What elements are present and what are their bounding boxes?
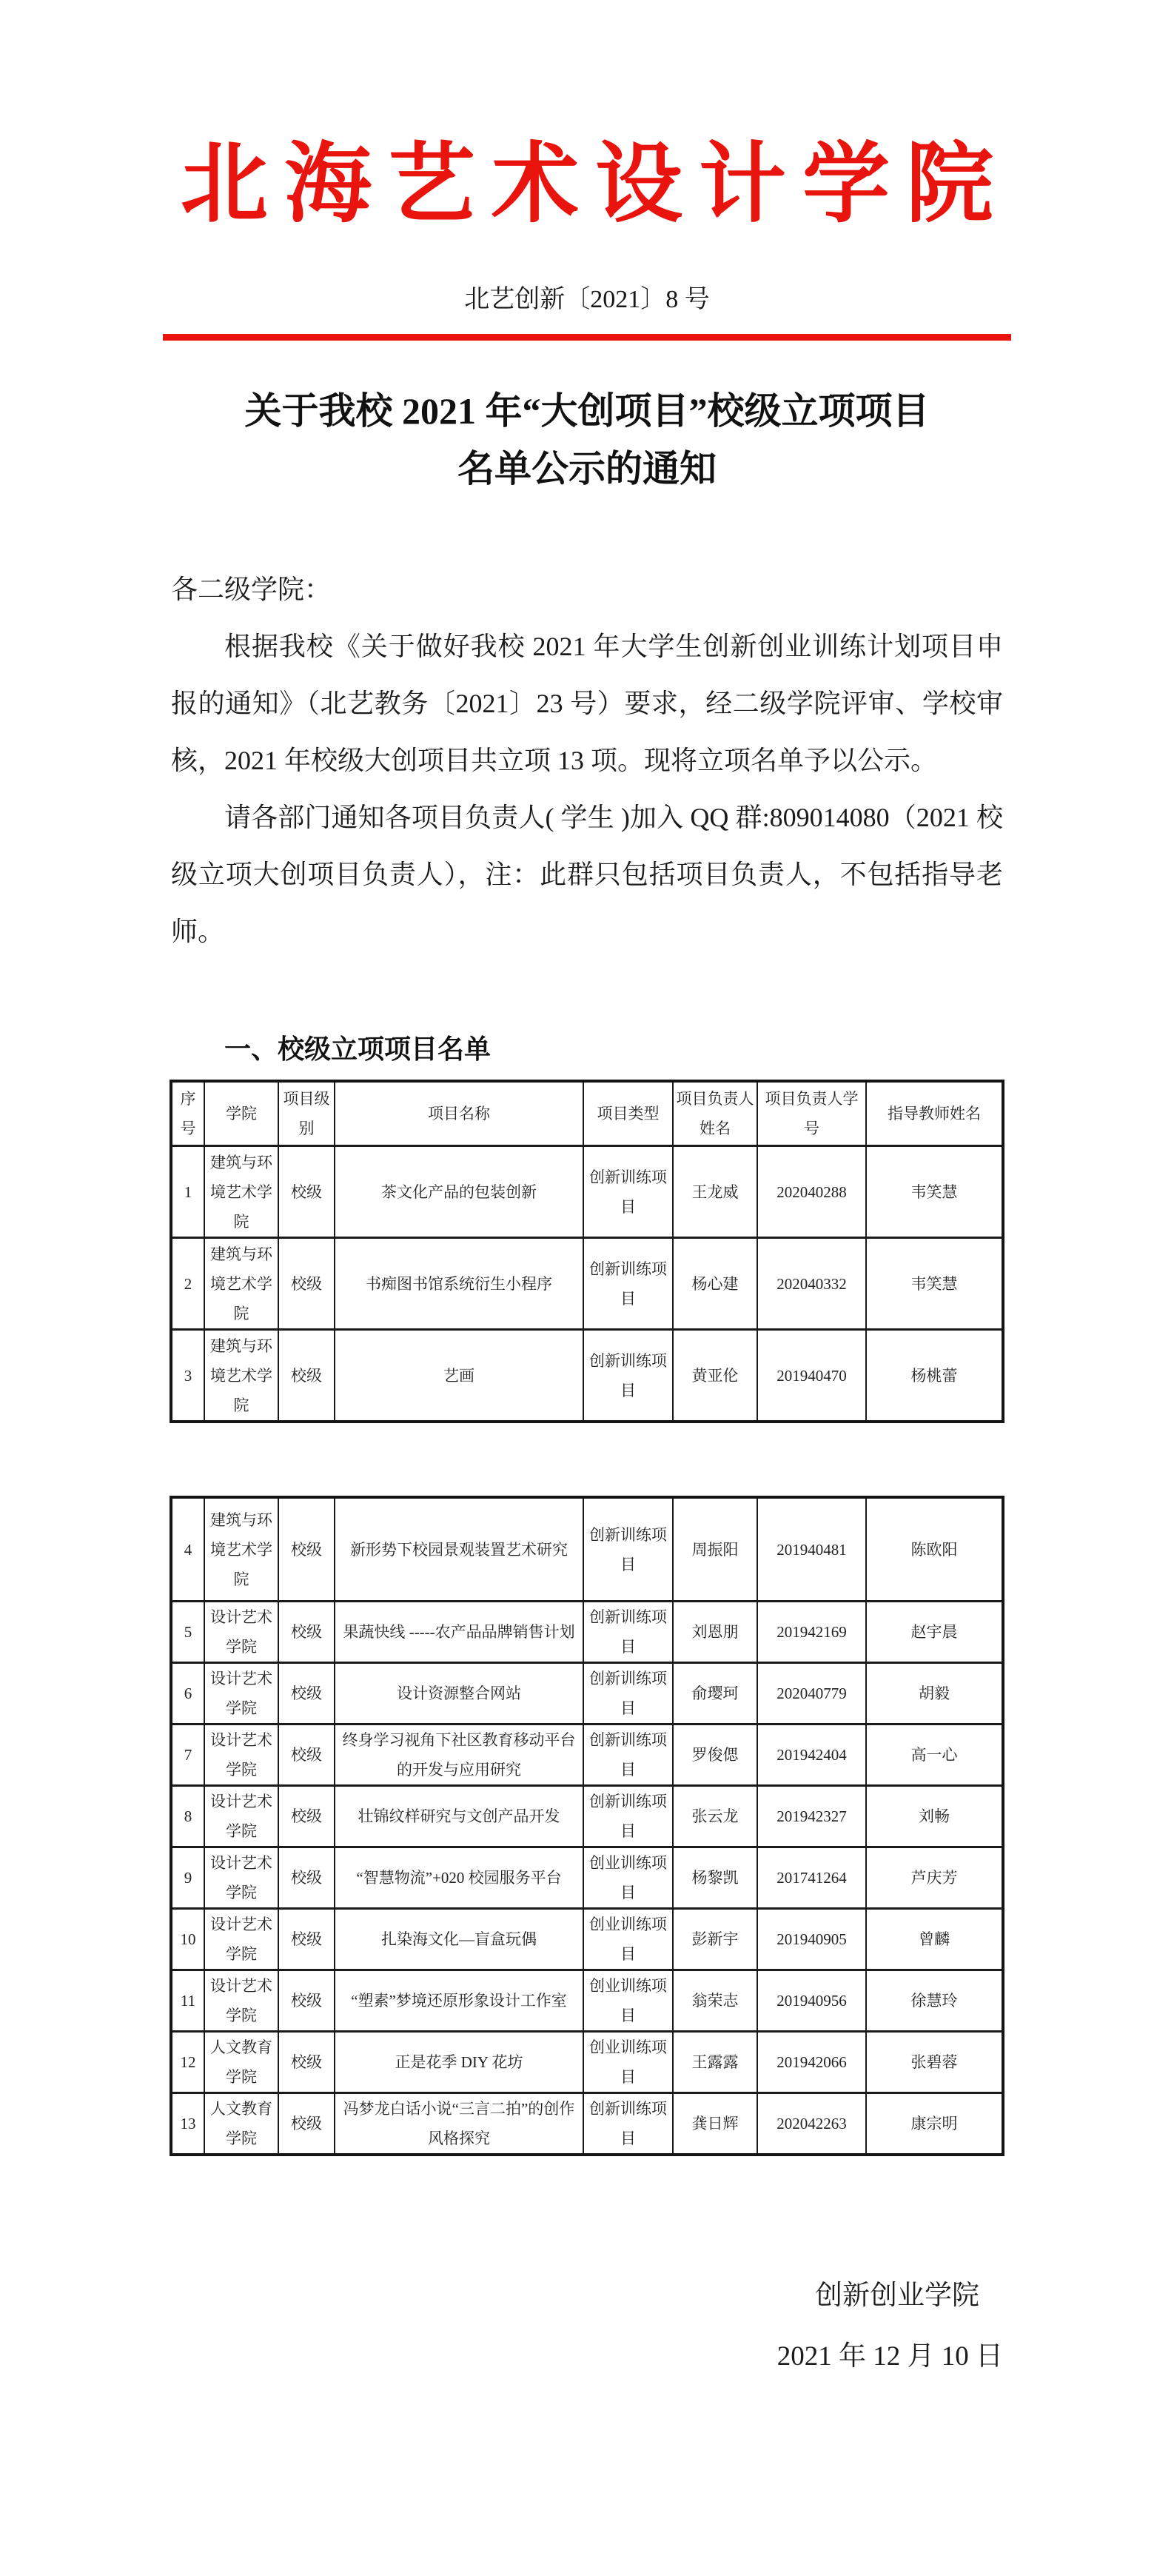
table-row xyxy=(171,1497,1003,1602)
cell-student_id: 202040332 xyxy=(757,1238,866,1330)
table-row xyxy=(171,1909,1003,1970)
cell-leader: 张云龙 xyxy=(673,1786,757,1847)
cell-seq: 5 xyxy=(171,1602,204,1663)
section-heading: 一、校级立项项目名单 xyxy=(224,1034,492,1064)
notice-title-line1: 关于我校 2021 年“大创项目”校级立项项目 xyxy=(244,390,930,432)
column-header-seq: 序号 xyxy=(171,1081,204,1146)
cell-type: 创新训练项目 xyxy=(583,1497,673,1602)
cell-name: 艺画 xyxy=(335,1330,583,1422)
cell-leader: 杨黎凯 xyxy=(673,1847,757,1909)
cell-student_id: 202042263 xyxy=(757,2093,866,2155)
table-body-page2 xyxy=(171,1497,1003,2155)
cell-level: 校级 xyxy=(278,1146,335,1238)
cell-leader: 罗俊偲 xyxy=(673,1724,757,1786)
cell-advisor: 高一心 xyxy=(866,1724,1003,1786)
cell-advisor: 赵宇晨 xyxy=(866,1602,1003,1663)
salutation: 各二级学院： xyxy=(171,575,332,604)
cell-level: 校级 xyxy=(278,2093,335,2155)
cell-student_id: 202040288 xyxy=(757,1146,866,1238)
cell-college: 建筑与环境艺术学院 xyxy=(204,1330,278,1422)
cell-college: 人文教育学院 xyxy=(204,2032,278,2093)
cell-type: 创新训练项目 xyxy=(583,1602,673,1663)
notice-body xyxy=(171,561,1003,960)
projects-table-page2 xyxy=(170,1496,1004,2156)
cell-level: 校级 xyxy=(278,1847,335,1909)
table-row xyxy=(171,1330,1003,1422)
cell-leader: 杨心建 xyxy=(673,1238,757,1330)
cell-type: 创新训练项目 xyxy=(583,1238,673,1330)
body-paragraph-1: 根据我校《关于做好我校 2021 年大学生创新创业训练计划项目申报的通知》（北艺教务〔2021〕23 号）要求，经二级学院评审、学校审核，2021 年校级大创项目共立项 13 项。现将立项名单予以公示。 xyxy=(171,632,1003,775)
cell-college: 设计艺术学院 xyxy=(204,1786,278,1847)
table-row xyxy=(171,1238,1003,1330)
cell-seq: 12 xyxy=(171,2032,204,2093)
cell-advisor: 刘畅 xyxy=(866,1786,1003,1847)
cell-leader: 王露露 xyxy=(673,2032,757,2093)
cell-college: 设计艺术学院 xyxy=(204,1724,278,1786)
cell-student_id: 202040779 xyxy=(757,1663,866,1724)
cell-college: 建筑与环境艺术学院 xyxy=(204,1238,278,1330)
cell-student_id: 201942327 xyxy=(757,1786,866,1847)
cell-level: 校级 xyxy=(278,1724,335,1786)
cell-advisor: 康宗明 xyxy=(866,2093,1003,2155)
cell-level: 校级 xyxy=(278,1602,335,1663)
notice-title xyxy=(0,382,1174,498)
table-row xyxy=(171,1724,1003,1786)
cell-college: 人文教育学院 xyxy=(204,2093,278,2155)
cell-name: “塑素”梦境还原形象设计工作室 xyxy=(335,1970,583,2032)
table-row xyxy=(171,1970,1003,2032)
cell-level: 校级 xyxy=(278,1909,335,1970)
cell-seq: 3 xyxy=(171,1330,204,1422)
cell-seq: 13 xyxy=(171,2093,204,2155)
cell-type: 创新训练项目 xyxy=(583,2093,673,2155)
cell-seq: 7 xyxy=(171,1724,204,1786)
table-row xyxy=(171,1146,1003,1238)
cell-level: 校级 xyxy=(278,1663,335,1724)
cell-type: 创新训练项目 xyxy=(583,1724,673,1786)
cell-seq: 1 xyxy=(171,1146,204,1238)
cell-seq: 4 xyxy=(171,1497,204,1602)
column-header-college: 学院 xyxy=(204,1081,278,1146)
table-row xyxy=(171,1847,1003,1909)
cell-level: 校级 xyxy=(278,1786,335,1847)
cell-seq: 8 xyxy=(171,1786,204,1847)
cell-type: 创业训练项目 xyxy=(583,1847,673,1909)
cell-name: 设计资源整合网站 xyxy=(335,1663,583,1724)
cell-student_id: 201942404 xyxy=(757,1724,866,1786)
cell-student_id: 201942169 xyxy=(757,1602,866,1663)
cell-name: 书痴图书馆系统衍生小程序 xyxy=(335,1238,583,1330)
notice-title-line2: 名单公示的通知 xyxy=(457,448,717,489)
cell-college: 建筑与环境艺术学院 xyxy=(204,1146,278,1238)
table-body-page1 xyxy=(171,1146,1003,1422)
cell-advisor: 芦庆芳 xyxy=(866,1847,1003,1909)
cell-level: 校级 xyxy=(278,1970,335,2032)
cell-name: 终身学习视角下社区教育移动平台的开发与应用研究 xyxy=(335,1724,583,1786)
body-paragraph-2: 请各部门通知各项目负责人( 学生 )加入 QQ 群:809014080（2021 校级立项大创项目负责人），注：此群只包括项目负责人，不包括指导老师。 xyxy=(171,803,1003,946)
table-row xyxy=(171,2093,1003,2155)
cell-level: 校级 xyxy=(278,1238,335,1330)
cell-student_id: 201741264 xyxy=(757,1847,866,1909)
cell-leader: 黄亚伦 xyxy=(673,1330,757,1422)
cell-level: 校级 xyxy=(278,1497,335,1602)
table-header-row xyxy=(171,1081,1003,1146)
cell-college: 设计艺术学院 xyxy=(204,1970,278,2032)
cell-leader: 王龙威 xyxy=(673,1146,757,1238)
cell-advisor: 杨桃蕾 xyxy=(866,1330,1003,1422)
cell-type: 创业训练项目 xyxy=(583,1970,673,2032)
cell-leader: 俞璎珂 xyxy=(673,1663,757,1724)
table-row xyxy=(171,1602,1003,1663)
table-row xyxy=(171,1786,1003,1847)
column-header-name: 项目名称 xyxy=(335,1081,583,1146)
cell-leader: 刘恩朋 xyxy=(673,1602,757,1663)
cell-type: 创业训练项目 xyxy=(583,1909,673,1970)
cell-leader: 翁荣志 xyxy=(673,1970,757,2032)
cell-advisor: 曾麟 xyxy=(866,1909,1003,1970)
cell-leader: 彭新宇 xyxy=(673,1909,757,1970)
cell-seq: 11 xyxy=(171,1970,204,2032)
cell-seq: 9 xyxy=(171,1847,204,1909)
cell-name: 茶文化产品的包装创新 xyxy=(335,1146,583,1238)
cell-student_id: 201940905 xyxy=(757,1909,866,1970)
column-header-student_id: 项目负责人学号 xyxy=(757,1081,866,1146)
column-header-advisor: 指导教师姓名 xyxy=(866,1081,1003,1146)
table-row xyxy=(171,1663,1003,1724)
cell-college: 设计艺术学院 xyxy=(204,1602,278,1663)
cell-name: 正是花季 DIY 花坊 xyxy=(335,2032,583,2093)
column-header-leader: 项目负责人姓名 xyxy=(673,1081,757,1146)
cell-type: 创新训练项目 xyxy=(583,1786,673,1847)
cell-student_id: 201942066 xyxy=(757,2032,866,2093)
table-row xyxy=(171,2032,1003,2093)
cell-type: 创新训练项目 xyxy=(583,1146,673,1238)
cell-name: 壮锦纹样研究与文创产品开发 xyxy=(335,1786,583,1847)
cell-level: 校级 xyxy=(278,2032,335,2093)
cell-type: 创新训练项目 xyxy=(583,1663,673,1724)
cell-name: 新形势下校园景观装置艺术研究 xyxy=(335,1497,583,1602)
cell-student_id: 201940481 xyxy=(757,1497,866,1602)
cell-student_id: 201940470 xyxy=(757,1330,866,1422)
footer xyxy=(171,2266,1003,2387)
cell-college: 建筑与环境艺术学院 xyxy=(204,1497,278,1602)
column-header-type: 项目类型 xyxy=(583,1081,673,1146)
cell-name: 冯梦龙白话小说“三言二拍”的创作风格探究 xyxy=(335,2093,583,2155)
footer-date: 2021 年 12 月 10 日 xyxy=(776,2341,1003,2372)
cell-advisor: 韦笑慧 xyxy=(866,1146,1003,1238)
cell-name: 扎染海文化—盲盒玩偶 xyxy=(335,1909,583,1970)
cell-advisor: 陈欧阳 xyxy=(866,1497,1003,1602)
cell-seq: 6 xyxy=(171,1663,204,1724)
cell-advisor: 韦笑慧 xyxy=(866,1238,1003,1330)
cell-student_id: 201940956 xyxy=(757,1970,866,2032)
cell-leader: 龚日辉 xyxy=(673,2093,757,2155)
cell-advisor: 胡毅 xyxy=(866,1663,1003,1724)
cell-seq: 10 xyxy=(171,1909,204,1970)
column-header-level: 项目级别 xyxy=(278,1081,335,1146)
cell-type: 创新训练项目 xyxy=(583,1330,673,1422)
cell-advisor: 张碧蓉 xyxy=(866,2032,1003,2093)
cell-leader: 周振阳 xyxy=(673,1497,757,1602)
cell-college: 设计艺术学院 xyxy=(204,1909,278,1970)
footer-signature: 创新创业学院 xyxy=(815,2281,979,2311)
projects-table-page1 xyxy=(170,1080,1004,1423)
document-number: 北艺创新〔2021〕8 号 xyxy=(464,286,710,313)
cell-name: “智慧物流”+020 校园服务平台 xyxy=(335,1847,583,1909)
cell-advisor: 徐慧玲 xyxy=(866,1970,1003,2032)
cell-level: 校级 xyxy=(278,1330,335,1422)
cell-seq: 2 xyxy=(171,1238,204,1330)
cell-college: 设计艺术学院 xyxy=(204,1847,278,1909)
cell-college: 设计艺术学院 xyxy=(204,1663,278,1724)
cell-type: 创业训练项目 xyxy=(583,2032,673,2093)
red-divider-rule xyxy=(163,334,1011,341)
letterhead-title: 北海艺术设计学院 xyxy=(180,136,1010,233)
cell-name: 果蔬快线 -----农产品品牌销售计划 xyxy=(335,1602,583,1663)
